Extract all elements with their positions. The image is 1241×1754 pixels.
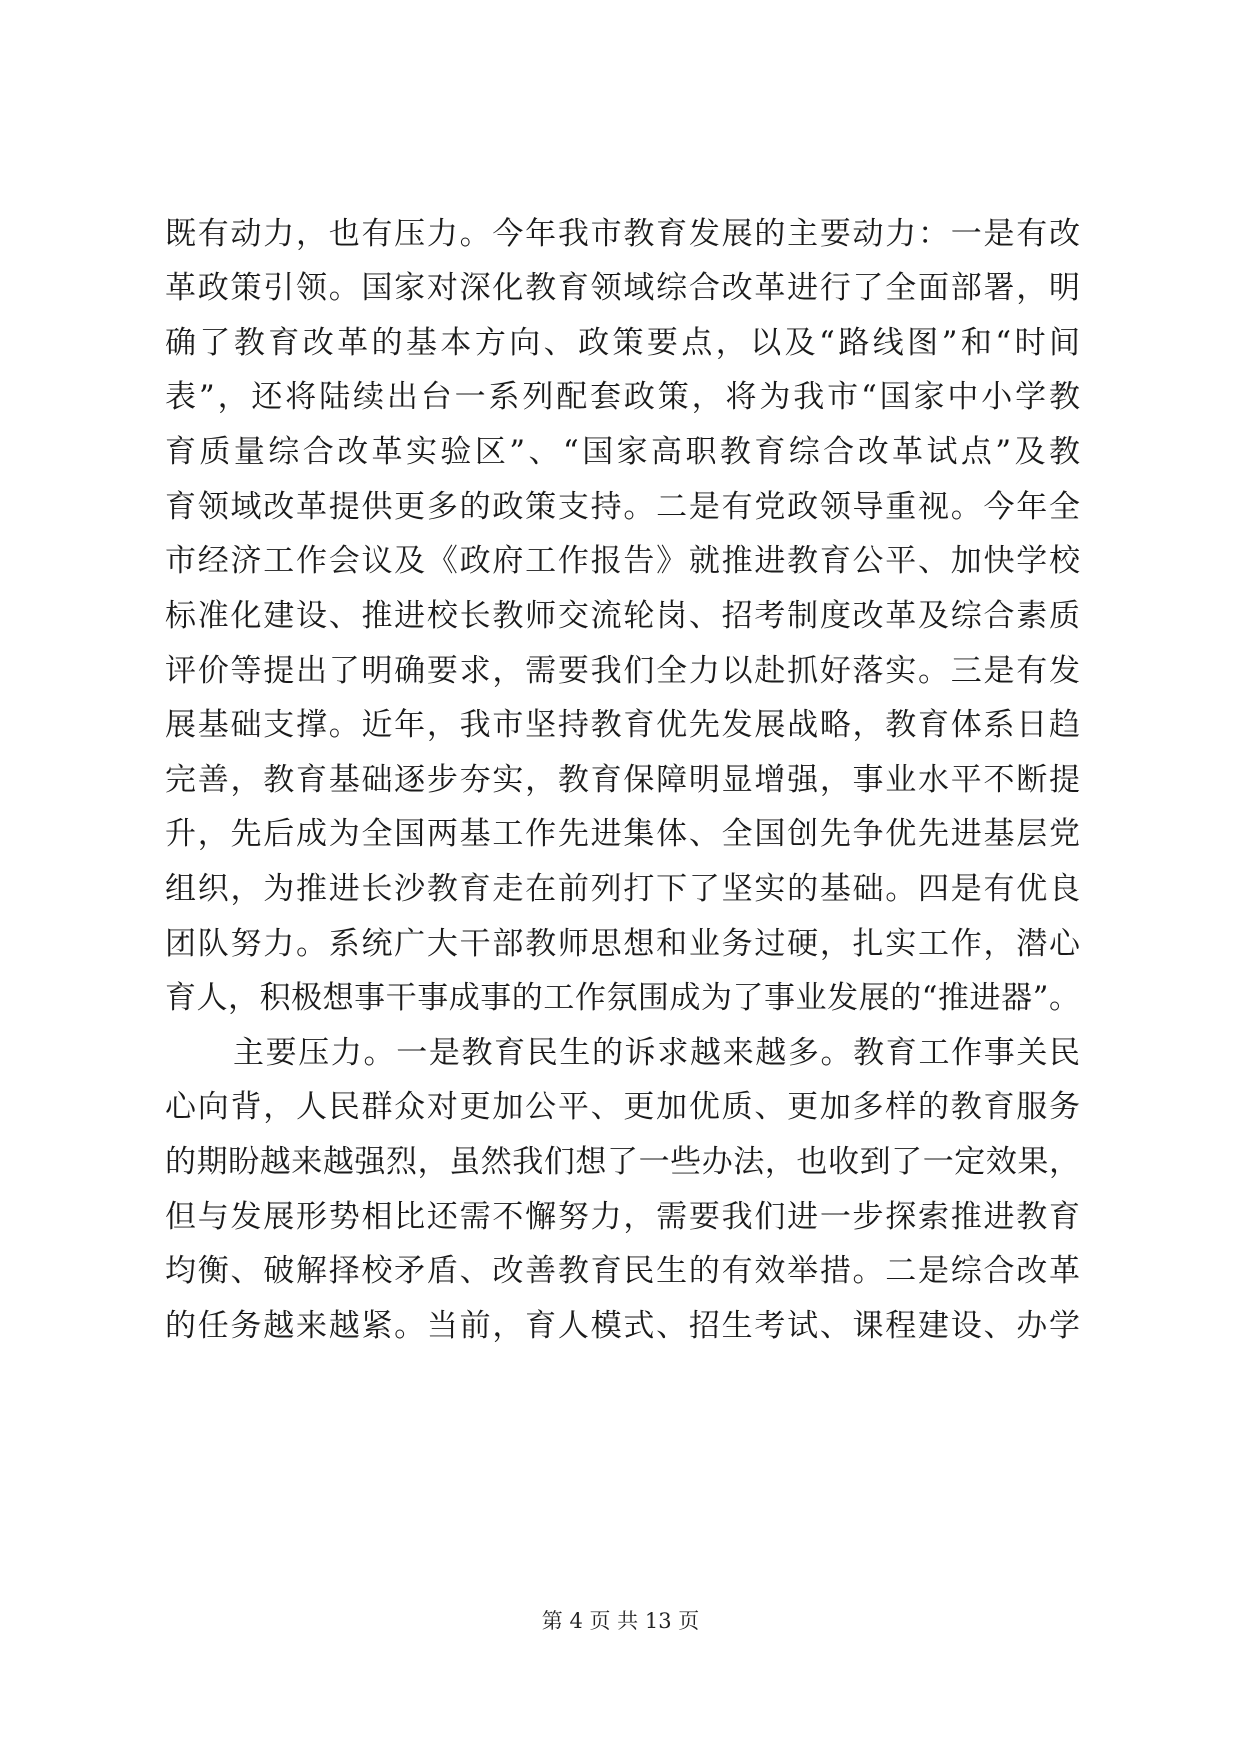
text-line: 组织，为推进长沙教育走在前列打下了坚实的基础。四是有优良	[165, 871, 1080, 907]
text-line: 均衡、破解择校矛盾、改善教育民生的有效举措。二是综合改革	[165, 1253, 1080, 1289]
text-line: 革政策引领。国家对深化教育领域综合改革进行了全面部署，明	[165, 270, 1080, 306]
text-line: 的期盼越来越强烈，虽然我们想了一些办法，也收到了一定效果，	[165, 1144, 1080, 1180]
text-line: 表”，还将陆续出台一系列配套政策，将为我市“国家中小学教	[165, 379, 1080, 415]
text-line: 市经济工作会议及《政府工作报告》就推进教育公平、加快学校	[165, 543, 1080, 579]
text-line: 完善，教育基础逐步夯实，教育保障明显增强，事业水平不断提	[165, 762, 1080, 798]
paragraph-first-line: 主要压力。一是教育民生的诉求越来越多。教育工作事关民	[233, 1035, 1080, 1071]
text-line: 升，先后成为全国两基工作先进集体、全国创先争优先进基层党	[165, 816, 1080, 852]
page-number-footer: 第 4 页 共 13 页	[541, 1609, 700, 1633]
text-line: 展基础支撑。近年，我市坚持教育优先发展战略，教育体系日趋	[165, 707, 1080, 743]
text-line: 育人，积极想事干事成事的工作氛围成为了事业发展的“推进器”。	[165, 980, 1080, 1016]
text-line: 确了教育改革的基本方向、政策要点，以及“路线图”和“时间	[165, 325, 1080, 361]
text-line: 心向背，人民群众对更加公平、更加优质、更加多样的教育服务	[165, 1089, 1080, 1125]
text-line: 既有动力，也有压力。今年我市教育发展的主要动力：一是有改	[165, 216, 1080, 252]
text-line: 评价等提出了明确要求，需要我们全力以赴抓好落实。三是有发	[165, 653, 1080, 689]
text-line: 育质量综合改革实验区”、“国家高职教育综合改革试点”及教	[165, 434, 1080, 470]
text-line: 育领域改革提供更多的政策支持。二是有党政领导重视。今年全	[165, 489, 1080, 525]
text-line: 的任务越来越紧。当前，育人模式、招生考试、课程建设、办学	[165, 1308, 1080, 1344]
text-line: 标准化建设、推进校长教师交流轮岗、招考制度改革及综合素质	[165, 598, 1080, 634]
text-line: 团队努力。系统广大干部教师思想和业务过硬，扎实工作，潜心	[165, 926, 1080, 962]
text-line: 但与发展形势相比还需不懈努力，需要我们进一步探索推进教育	[165, 1199, 1080, 1235]
